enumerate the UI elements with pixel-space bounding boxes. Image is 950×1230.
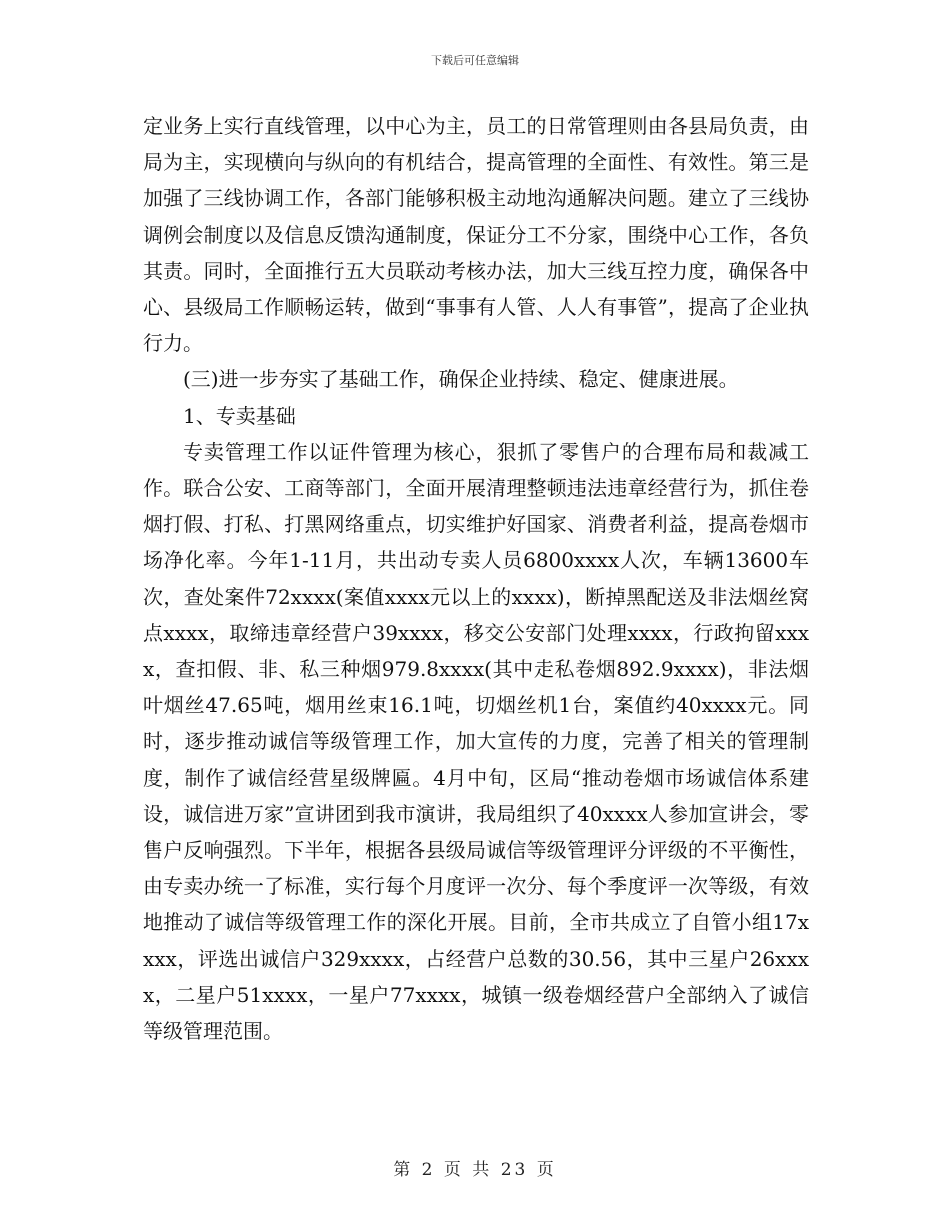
subsection-heading: 1、专卖基础 [183, 403, 296, 428]
section-heading: (三)进一步夯实了基础工作，确保企业持续、稳定、健康进展。 [183, 367, 739, 392]
paragraph-continuation: 定业务上实行直线管理，以中心为主，员工的日常管理则由各县局负责，由局为主，实现横向与纵向的有机结合，提高管理的全面性、有效性。第三是加强了三线协调工作，各部门能够积极主动地沟通解决问题。建立了三线协调例会制度以及信息反馈沟通制度，保证分工不分家，围绕中心工作，各负其责。同时，全面推行五大员联动考核办法，加大三线互控力度，确保各中心、县级局工作顺畅运转，做到“事事有人管、人人有事管”，提高了企业执行力。 [143, 114, 809, 356]
page-header-note: 下载后可任意编辑 [431, 54, 519, 67]
page-number: 第 2 页 共 23 页 [393, 1160, 557, 1180]
paragraph-monopoly-management: 专卖管理工作以证件管理为核心，狠抓了零售户的合理布局和裁减工作。联合公安、工商等部门，全面开展清理整顿违法违章经营行为，抓住卷烟打假、打私、打黑网络重点，切实维护好国家、消费者利益，提高卷烟市场净化率。今年1-11月，共出动专卖人员6800xxxx人次，车辆13600车次，查处案件72xxxx(案值xxxx元以上的xxxx)，断掉黑配送及非法烟丝窝点xxxx，取缔违章经营户39xxxx，移交公安部门处理xxxx，行政拘留xxxx，查扣假、非、私三种烟979.8xxxx(其中走私卷烟892.9xxxx)，非法烟叶烟丝47.65吨，烟用丝束16.1吨，切烟丝机1台，案值约40xxxx元。同时，逐步推动诚信等级管理工作，加大宣传的力度，完善了相关的管理制度，制作了诚信经营星级牌匾。4月中旬，区局“推动卷烟市场诚信体系建设，诚信进万家”宣讲团到我市演讲，我局组织了40xxxx人参加宣讲会，零售户反响强烈。下半年，根据各县级局诚信等级管理评分评级的不平衡性，由专卖办统一了标准，实行每个月度评一次分、每个季度评一次等级，有效地推动了诚信等级管理工作的深化开展。目前，全市共成立了自管小组17xxxx，评选出诚信户329xxxx，占经营户总数的30.56，其中三星户26xxxx，二星户51xxxx，一星户77xxxx，城镇一级卷烟经营户全部纳入了诚信等级管理范围。 [143, 439, 809, 1044]
document-body [143, 108, 809, 1049]
